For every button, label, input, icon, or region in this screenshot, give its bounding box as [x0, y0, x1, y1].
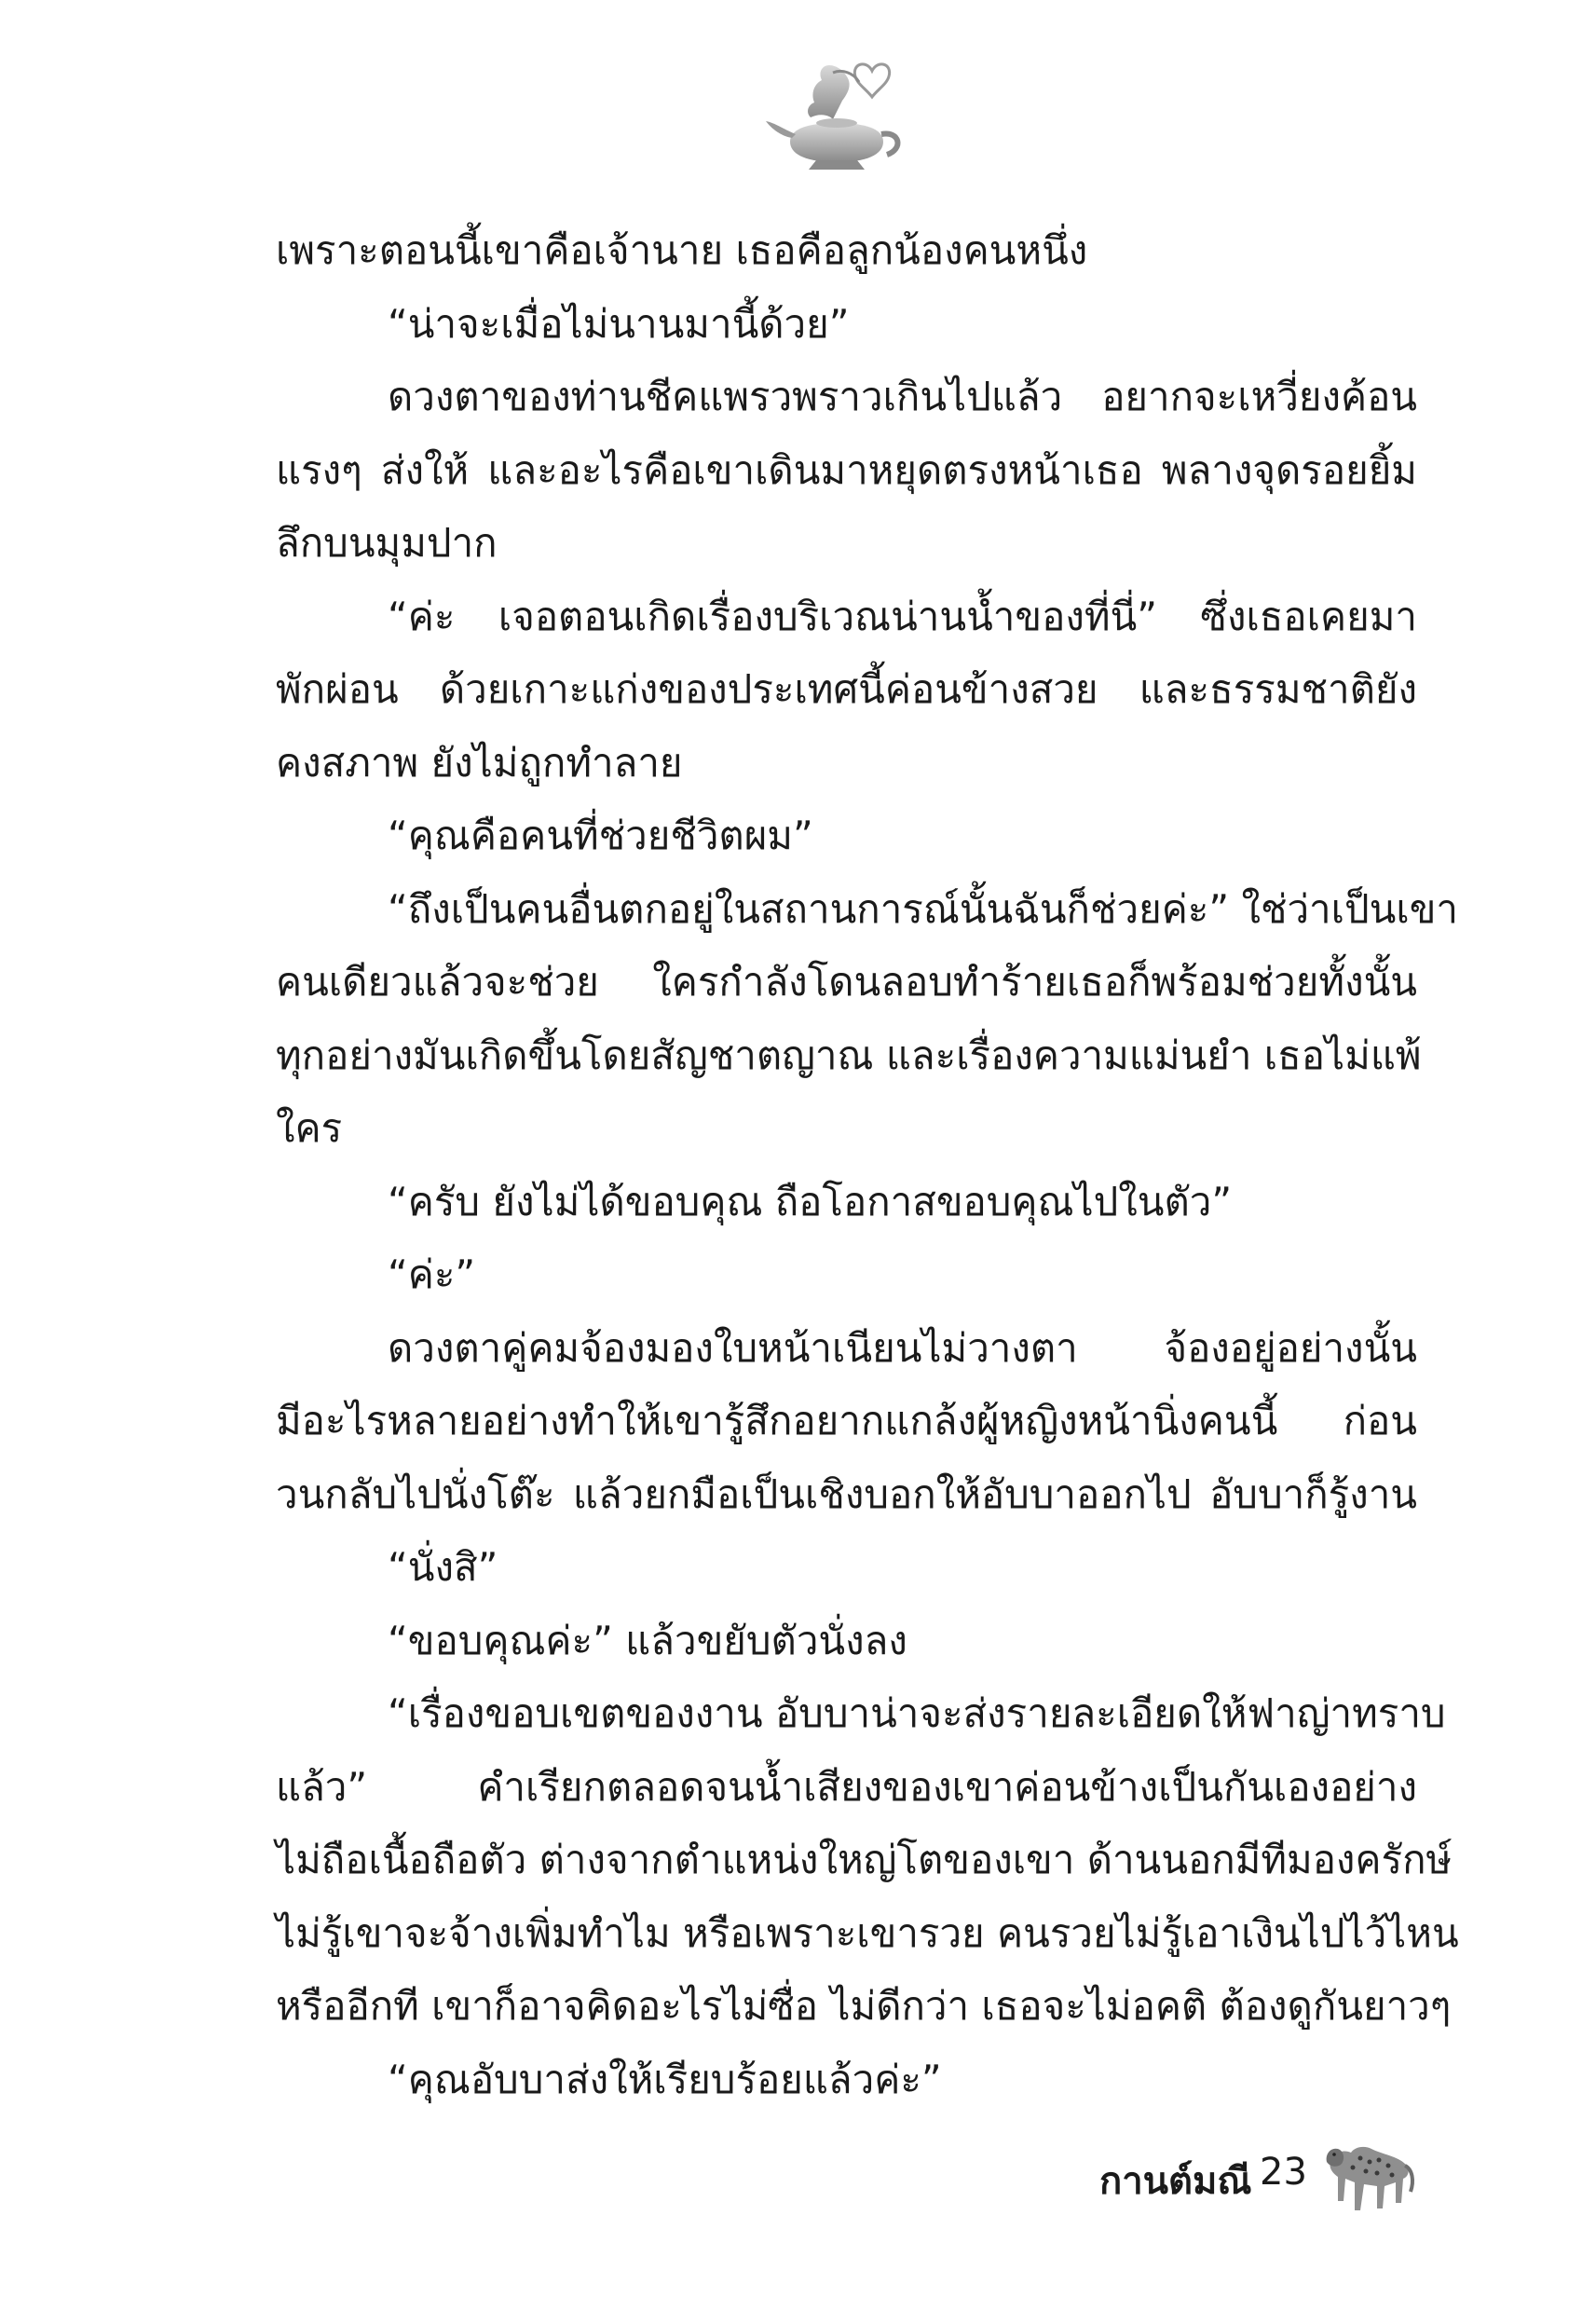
text-line: คงสภาพ ยังไม่ถูกทำลาย	[276, 739, 683, 786]
text-line: คนเดียวแล้วจะช่วย ใครกำลังโดนลอบทำร้ายเธอก็พร้อมช่วยทั้งนั้น	[276, 959, 1417, 1005]
text-line: เพราะตอนนี้เขาคือเจ้านาย เธอคือลูกน้องคนหนึ่ง	[276, 227, 1088, 273]
text-line: “คุณอับบาส่งให้เรียบร้อยแล้วค่ะ”	[388, 2056, 942, 2102]
text-line: “ขอบคุณค่ะ” แล้วขยับตัวนั่งลง	[388, 1617, 907, 1663]
text-line: “คุณคือคนที่ช่วยชีวิตผม”	[388, 813, 813, 858]
page-number: 23	[1260, 2151, 1307, 2194]
text-line: ไม่รู้เขาจะจ้างเพิ่มทำไม หรือเพราะเขารวย คนรวยไม่รู้เอาเงินไปไว้ไหน	[276, 1909, 1459, 1956]
page-footer	[1099, 2134, 1435, 2246]
book-title: กานต์มณี	[1099, 2160, 1252, 2203]
text-line: หรืออีกที เขาก็อาจคิดอะไรไม่ซื่อ ไม่ดีกว่า เธอจะไม่อคติ ต้องดูกันยาวๆ	[276, 1983, 1452, 2029]
text-line: วนกลับไปนั่งโต๊ะ แล้วยกมือเป็นเชิงบอกให้อับบาออกไป อับบาก็รู้งาน	[276, 1470, 1417, 1517]
text-line: แล้ว” คำเรียกตลอดจนน้ำเสียงของเขาค่อนข้างเป็นกันเองอย่าง	[276, 1763, 1417, 1810]
text-line: “ครับ ยังไม่ได้ขอบคุณ ถือโอกาสขอบคุณไปในตัว”	[388, 1178, 1233, 1224]
text-line: ลึกบนมุมปาก	[276, 520, 498, 566]
cheetah-icon	[1323, 2134, 1416, 2218]
text-line: ดวงตาของท่านชีคแพรวพราวเกินไปแล้ว อยากจะเหวี่ยงค้อน	[388, 374, 1417, 419]
text-line: ไม่ถือเนื้อถือตัว ต่างจากตำแหน่งใหญ่โตของเขา ด้านนอกมีทีมองครักษ์	[276, 1837, 1453, 1882]
text-line: “ค่ะ”	[388, 1251, 476, 1297]
teapot-genie-ornament-icon	[762, 45, 911, 194]
text-line: “ถึงเป็นคนอื่นตกอยู่ในสถานการณ์นั้นฉันก็ช่วยค่ะ” ใช่ว่าเป็นเขา	[388, 885, 1459, 932]
text-line: ใคร	[276, 1105, 343, 1151]
text-line: ทุกอย่างมันเกิดขึ้นโดยสัญชาตญาณ และเรื่องความแม่นยำ เธอไม่แพ้	[276, 1032, 1422, 1078]
text-line: “เรื่องขอบเขตของงาน อับบาน่าจะส่งรายละเอียดให้ฟาญ่าทราบ	[388, 1690, 1446, 1736]
text-line: “นั่งสิ”	[388, 1544, 498, 1590]
text-line: มีอะไรหลายอย่างทำให้เขารู้สึกอยากแกล้งผู้หญิงหน้านิ่งคนนี้ ก่อน	[276, 1398, 1417, 1443]
text-line: พักผ่อน ด้วยเกาะแก่งของประเทศนี้ค่อนข้างสวย และธรรมชาติยัง	[276, 666, 1417, 712]
text-line: ดวงตาคู่คมจ้องมองใบหน้าเนียนไม่วางตา จ้องอยู่อย่างนั้น	[388, 1324, 1417, 1371]
body-text	[276, 214, 1459, 2116]
text-line: “น่าจะเมื่อไม่นานมานี้ด้วย”	[388, 300, 850, 347]
text-line: แรงๆ ส่งให้ และอะไรคือเขาเดินมาหยุดตรงหน้าเธอ พลางจุดรอยยิ้ม	[276, 446, 1417, 493]
text-line: “ค่ะ เจอตอนเกิดเรื่องบริเวณน่านน้ำของที่นี่” ซึ่งเธอเคยมา	[388, 593, 1417, 639]
